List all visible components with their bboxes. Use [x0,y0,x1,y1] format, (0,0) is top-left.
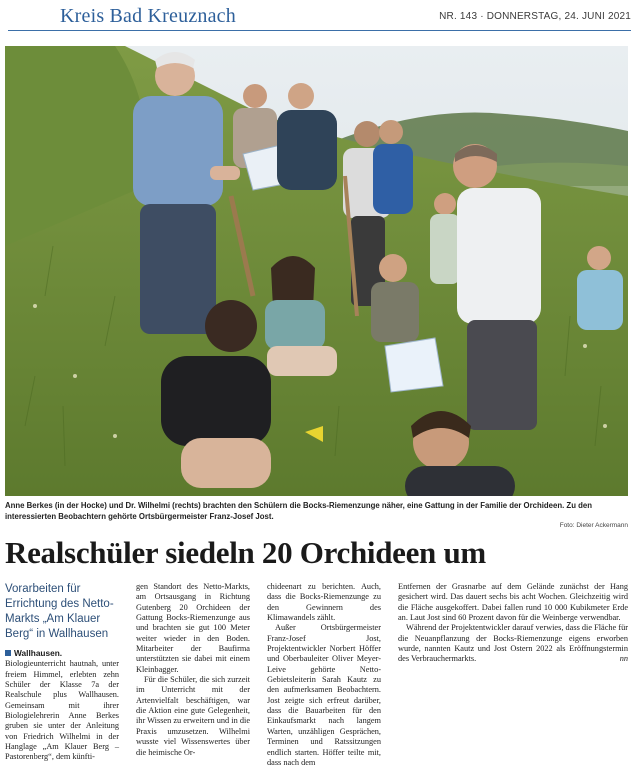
masthead [8,4,631,31]
author-signature: nn [619,654,628,664]
article-subhead: Vorarbeiten für Errichtung des Netto-Markts „Am Klauer Berg“ in Wallhausen [5,583,114,640]
article-paragraph: Entfernen der Grasnarbe auf dem Gelände zunächst der Hang gesichert wird. Das dauert sechs bis acht Wochen. Gleichzeitig wird die Fläche ausgekoffert. Dabei fallen rund 10 000 Kubikmeter Erde an. Laut Jost sind 60 Prozent davon für die Weinberge verwendbar. [398,582,628,623]
article-photo [5,46,628,496]
article-lead-text: Biologieunterricht hautnah, unter freiem Himmel, erlebten zehn Schüler der Klasse 7a der Realschule plus Wallhausen. Gemeinsam mit ihrer Biologielehrerin Anne Berkes gruben sie unter der Anleitung von Friedrich Wilhelmi in der Hanglage „Am Klauer Berg – Pastorenberg“, dem künfti- [5,659,119,762]
dateline-square-icon [5,650,11,656]
photo-caption: Anne Berkes (in der Hocke) und Dr. Wilhelmi (rechts) brachten den Schülern die Bocks-Riemenzunge näher, eine Gattung in der Familie der Orchideen. Zu den interessierten Beobachtern gehörte Ortsbürgermeister Franz-Josef Jost. [5,501,592,521]
article-headline: Realschüler siedeln 20 Orchideen um [5,535,486,570]
issue-date-line: NR. 143 · DONNERSTAG, 24. JUNI 2021 [439,11,631,22]
article-paragraph: chideenart zu berichten. Auch, dass die Bocks-Riemenzunge zu den Gewinnern des Klimawandels zählt. [267,582,381,623]
photo-credit: Foto: Dieter Ackermann [559,522,628,529]
article-paragraph: gen Standort des Netto-Markts, am Ortsausgang in Richtung Gutenberg 20 Orchideen der Gattung Bocks-Riemenzunge aus und brachten sie gut 100 Meter weiter wieder in den Boden. Mitarbeiter der Baufirma unterstützten sie dabei mit einem Kleinbagger. [136,582,250,674]
article-paragraph: Außer Ortsbürgermeister Franz-Josef Jost, Projektentwickler Norbert Höffer und Oberbauleiter Oliver Meyer-Leive gehörte Netto-Gebietsleiterin Sarah Kautz zu den aufmerksamen Beobachtern. Jost zeigte sich erfreut darüber, dass die Bauarbeiten für den Einkaufsmarkt nach langem Warten, unzähligen Gesprächen, Terminen und Ratssitzungen endlich starten. Höffer teilte mit, dass nach dem [267,623,381,767]
article-column-2 [136,582,250,758]
article-paragraph [398,623,628,664]
article-body [5,582,628,767]
article-column-3 [267,582,381,768]
photo-scene [5,46,628,496]
article-paragraph [5,648,119,763]
article-closing-text: Während der Projektentwickler darauf verwies, dass die Fläche für die Neuanpflanzung der Bocks-Riemenzunge eigens erworben wurde, nannten Kautz und Jost Ostern 2022 als Eröffnungstermin des Verbrauchermarkts. [398,623,628,664]
dateline: Wallhausen. [14,648,63,658]
article-column-4 [398,582,628,665]
girl-right-standing [430,193,460,284]
article-column-1 [5,582,119,763]
section-title: Kreis Bad Kreuznach [60,5,236,27]
article-paragraph: Für die Schüler, die sich zurzeit im Unterricht mit der Artenvielfalt beschäftigen, war die Aktion eine gute Gelegenheit, ihr Wissen zu erweitern und in die Praxis umzusetzen. Wilhelmi wusste viel Wissenswertes über die heimische Or- [136,675,250,757]
